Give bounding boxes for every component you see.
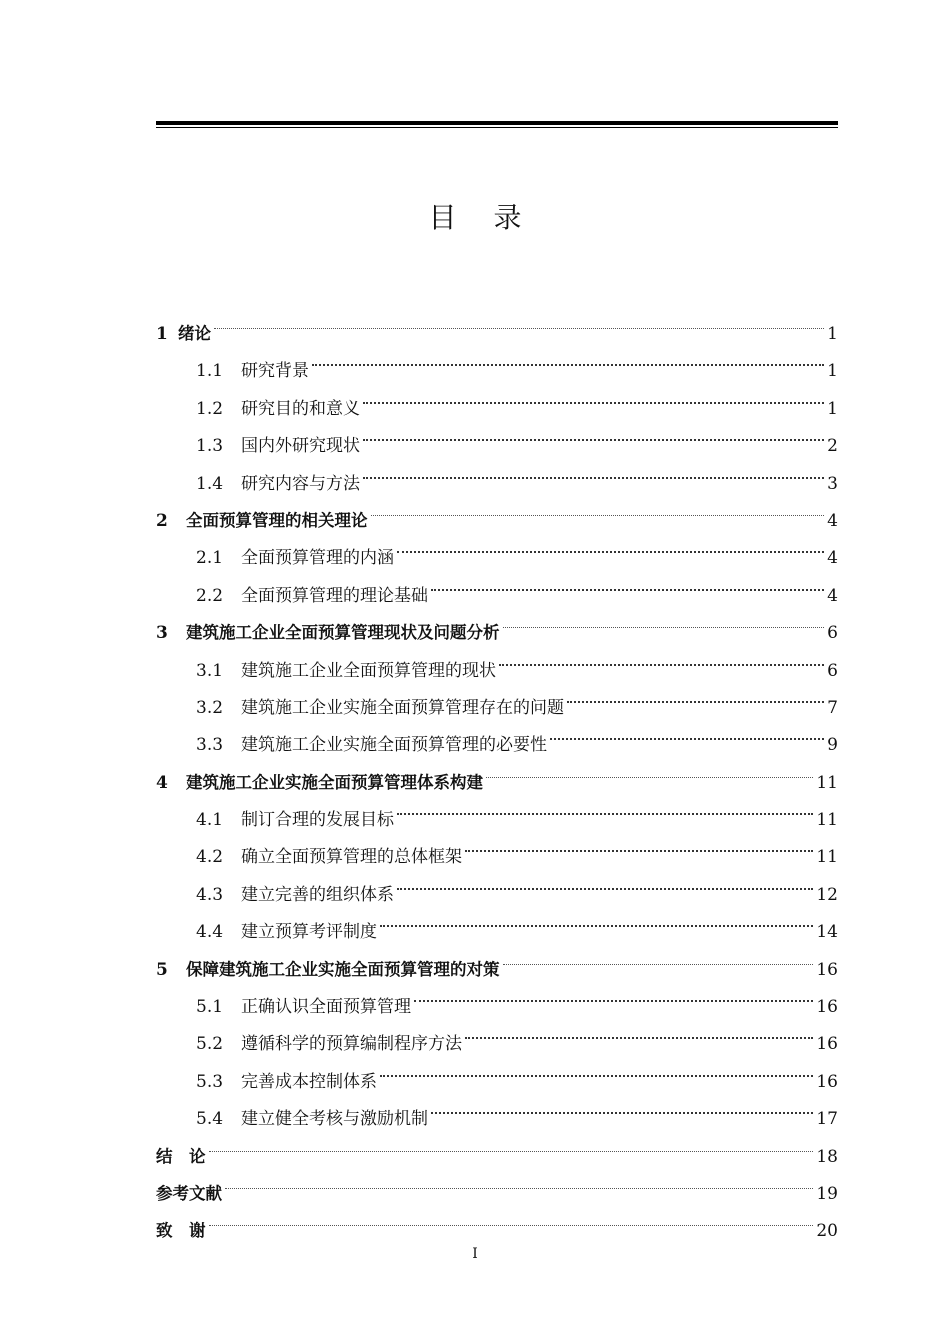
- toc-dot-leader: [499, 639, 824, 676]
- toc-entry-page: 4: [827, 585, 838, 606]
- toc-entry-number: 4.3: [196, 884, 224, 905]
- toc-entry-number: 5.3: [196, 1071, 224, 1092]
- toc-entry-number: 4: [156, 772, 168, 793]
- toc-entry-page: 17: [816, 1109, 838, 1130]
- toc-entry-title: 完善成本控制体系: [241, 1071, 377, 1092]
- toc-entry-number: 3.1: [196, 660, 224, 681]
- toc-dot-leader: [567, 676, 824, 713]
- toc-entry-page: 16: [816, 1071, 838, 1092]
- page-title: 目 录: [428, 201, 536, 234]
- toc-entry-title: 建筑施工企业实施全面预算管理体系构建: [186, 772, 483, 792]
- toc-entry-number: 4.2: [196, 847, 224, 868]
- toc-entry-number: 2.2: [196, 585, 224, 606]
- toc-entry-number: 3: [156, 623, 168, 644]
- toc-dot-leader: [465, 1012, 813, 1049]
- toc-entry-number: 3.2: [196, 697, 224, 718]
- toc-entry-title: 建筑施工企业全面预算管理的现状: [241, 660, 496, 681]
- toc-entry-title: 全面预算管理的内涵: [241, 548, 394, 569]
- toc-entry-title: 研究背景: [241, 361, 309, 382]
- toc-entry-title: 建立完善的组织体系: [241, 884, 394, 905]
- toc-entry-number: 1: [156, 324, 168, 344]
- toc-entry-number: 4.1: [196, 810, 224, 831]
- toc-entry-page: 4: [827, 548, 838, 569]
- toc-entry-page: 7: [827, 697, 838, 718]
- toc-entry-page: 16: [816, 959, 838, 980]
- toc-entry-page: 9: [827, 735, 838, 756]
- toc-entry-number: 1.3: [196, 436, 224, 457]
- toc-entry-title: 研究内容与方法: [241, 473, 360, 494]
- footer-page-number: I: [472, 1246, 478, 1262]
- toc-entry-title: 建筑施工企业实施全面预算管理存在的问题: [241, 697, 564, 718]
- toc-entry-page: 16: [816, 997, 838, 1018]
- toc-chapter-entry[interactable]: [156, 302, 838, 344]
- toc-entry-page: 12: [816, 884, 838, 905]
- toc-entry-page: 20: [816, 1221, 838, 1242]
- toc-entry-page: 1: [827, 361, 838, 382]
- toc-dot-leader: [363, 377, 824, 414]
- toc-entry-number: 1.4: [196, 473, 224, 494]
- toc-entry-page: 6: [827, 660, 838, 681]
- toc-entry-page: 1: [827, 398, 838, 419]
- toc-entry-title: 全面预算管理的理论基础: [241, 585, 428, 606]
- toc-dot-leader: [371, 489, 825, 526]
- toc-entry-title: 确立全面预算管理的总体框架: [241, 847, 462, 868]
- toc-entry-title: 致 谢: [156, 1221, 206, 1241]
- toc-entry-page: 11: [816, 810, 838, 831]
- toc-entry-page: 18: [816, 1146, 838, 1167]
- toc-dot-leader: [486, 751, 813, 788]
- toc-dot-leader: [550, 713, 824, 750]
- toc-entry-title: 结 论: [156, 1146, 206, 1166]
- toc-entry-title: 国内外研究现状: [241, 436, 360, 457]
- toc-dot-leader: [465, 825, 813, 862]
- toc-entry-page: 11: [816, 847, 838, 868]
- toc-entry-title: 正确认识全面预算管理: [241, 997, 411, 1018]
- toc-entry-title: 制订合理的发展目标: [241, 810, 394, 831]
- toc-entry-number: 1.2: [196, 398, 224, 419]
- toc-dot-leader: [503, 938, 814, 975]
- toc-dot-leader: [312, 339, 824, 376]
- toc-entry-number: 5.2: [196, 1034, 224, 1055]
- toc-entry-page: 19: [816, 1183, 838, 1204]
- toc-dot-leader: [397, 526, 824, 563]
- toc-dot-leader: [414, 975, 813, 1012]
- toc-entry-number: 5: [156, 959, 168, 980]
- toc-entry-title: 参考文献: [156, 1183, 222, 1203]
- toc-entry-title: 建立健全考核与激励机制: [241, 1109, 428, 1130]
- toc-dot-leader: [431, 564, 824, 601]
- toc-entry-title: 研究目的和意义: [241, 398, 360, 419]
- toc-entry-page: 1: [827, 324, 838, 344]
- toc-chapter-entry[interactable]: [156, 1162, 838, 1204]
- toc-entry-page: 4: [827, 510, 838, 531]
- header-rule-thick: [156, 121, 838, 125]
- toc-chapter-entry[interactable]: [156, 1199, 838, 1242]
- toc-entry-number: 2: [156, 510, 168, 531]
- toc-entry-title: 全面预算管理的相关理论: [186, 510, 368, 530]
- toc-dot-leader: [380, 900, 813, 937]
- toc-dot-leader: [209, 1125, 814, 1162]
- toc-entry-number: 3.3: [196, 735, 224, 756]
- toc-dot-leader: [431, 1087, 813, 1124]
- toc-dot-leader: [214, 302, 824, 339]
- toc-entry-number: 5.1: [196, 997, 224, 1018]
- toc-section-entry[interactable]: [156, 339, 838, 382]
- toc-dot-leader: [209, 1199, 814, 1236]
- toc-entry-page: 3: [827, 473, 838, 494]
- toc-dot-leader: [225, 1162, 813, 1199]
- toc-dot-leader: [503, 601, 825, 638]
- toc-dot-leader: [380, 1050, 813, 1087]
- toc-dot-leader: [363, 452, 824, 489]
- toc-entry-title: 保障建筑施工企业实施全面预算管理的对策: [186, 959, 500, 979]
- toc-entry-page: 16: [816, 1034, 838, 1055]
- toc-dot-leader: [397, 863, 813, 900]
- toc-dot-leader: [397, 788, 813, 825]
- toc-entry-title: 建筑施工企业实施全面预算管理的必要性: [241, 735, 547, 756]
- toc-entry-title: 遵循科学的预算编制程序方法: [241, 1034, 462, 1055]
- toc-entry-title: 建立预算考评制度: [241, 922, 377, 943]
- toc-entry-page: 6: [827, 623, 838, 644]
- toc-entry-number: 2.1: [196, 548, 224, 569]
- header-rule-thin: [156, 127, 838, 128]
- toc-entry-title: 建筑施工企业全面预算管理现状及问题分析: [186, 623, 500, 643]
- toc-entry-page: 2: [827, 436, 838, 457]
- toc-entry-page: 11: [816, 772, 838, 793]
- table-of-contents: [156, 302, 838, 1242]
- toc-entry-number: 4.4: [196, 922, 224, 943]
- toc-chapter-entry[interactable]: [156, 1125, 838, 1167]
- toc-entry-number: 1.1: [196, 361, 224, 382]
- toc-dot-leader: [363, 414, 824, 451]
- toc-entry-number: 5.4: [196, 1109, 224, 1130]
- toc-entry-page: 14: [816, 922, 838, 943]
- toc-entry-title: 绪论: [178, 324, 211, 343]
